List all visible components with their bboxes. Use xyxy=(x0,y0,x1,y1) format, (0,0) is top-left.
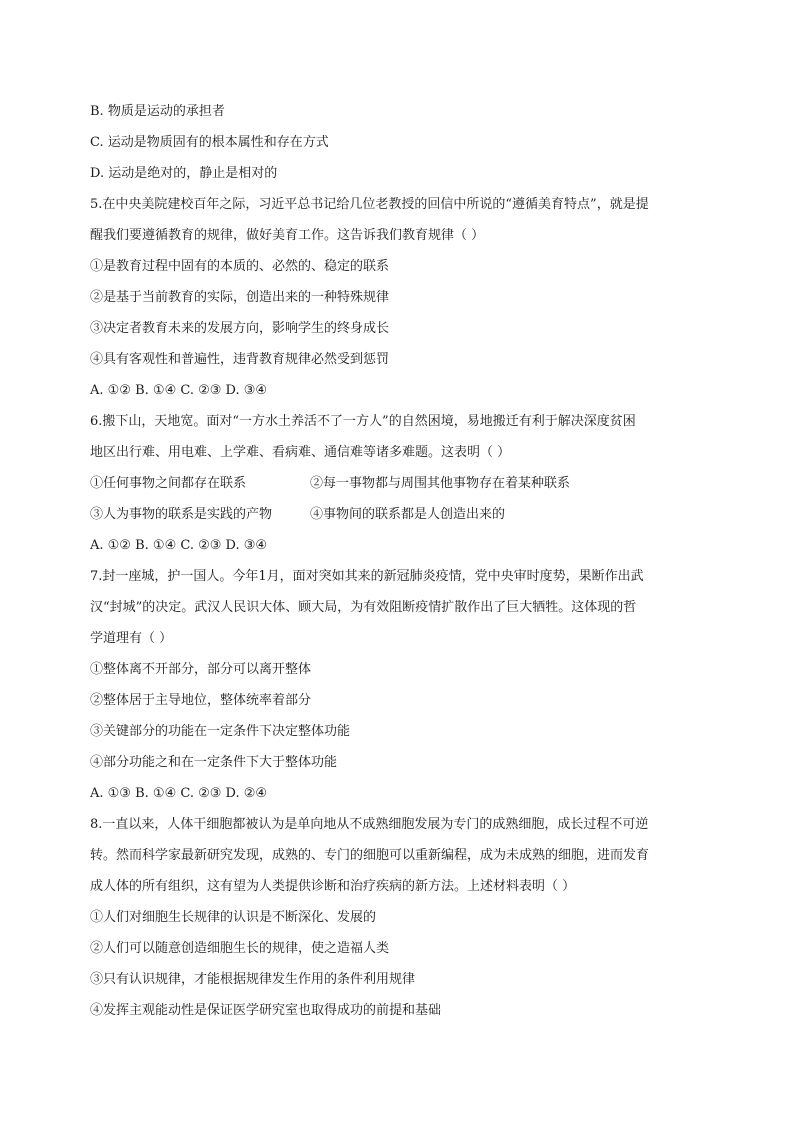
answer-choices: A. ①③ B. ①④ C. ②③ D. ②④ xyxy=(90,786,268,801)
statement-1: ①任何事物之间都存在联系 xyxy=(90,476,247,491)
statement-3: ③人为事物的联系是实践的产物 xyxy=(90,507,273,522)
question-stem-line: 6.搬下山，天地宽。面对“一方水土养活不了一方人”的自然困境，易地搬迁有利于解决深度贫困 xyxy=(90,414,636,429)
question-stem-line: 地区出行难、用电难、上学难、看病难、通信难等诸多难题。这表明（ ） xyxy=(90,445,511,460)
option-c: C. 运动是物质固有的根本属性和存在方式 xyxy=(90,135,329,150)
option-d: D. 运动是绝对的，静止是相对的 xyxy=(90,166,278,181)
statement-3: ③决定者教育未来的发展方向，影响学生的终身成长 xyxy=(90,321,390,336)
exam-page xyxy=(90,96,706,1026)
question-stem-line: 醒我们要遵循教育的规律，做好美育工作。这告诉我们教育规律（ ） xyxy=(90,228,485,243)
statement-1: ①整体离不开部分，部分可以离开整体 xyxy=(90,662,312,677)
statement-4: ④发挥主观能动性是保证医学研究室也取得成功的前提和基础 xyxy=(90,1003,442,1018)
question-7 xyxy=(90,561,706,809)
question-5 xyxy=(90,189,706,406)
statement-1: ①是教育过程中固有的本质的、必然的、稳定的联系 xyxy=(90,259,390,274)
question-4-options xyxy=(90,96,706,189)
statement-4: ④事物间的联系都是人创造出来的 xyxy=(310,507,506,522)
statement-4: ④部分功能之和在一定条件下大于整体功能 xyxy=(90,755,338,770)
question-stem-line: 学道理有（ ） xyxy=(90,631,173,646)
statement-2: ②整体居于主导地位，整体统率着部分 xyxy=(90,693,312,708)
statement-4: ④具有客观性和普遍性，违背教育规律必然受到惩罚 xyxy=(90,352,390,367)
option-b: B. 物质是运动的承担者 xyxy=(90,104,225,119)
question-stem-line: 5.在中央美院建校百年之际，习近平总书记给几位老教授的回信中所说的“遵循美育特点”，就是提 xyxy=(90,197,649,212)
statement-2: ②每一事物都与周围其他事物存在着某种联系 xyxy=(310,476,571,491)
question-6 xyxy=(90,406,706,561)
question-8 xyxy=(90,809,706,1026)
question-stem-line: 成人体的所有组织，这有望为人类提供诊断和治疗疾病的新方法。上述材料表明（ ） xyxy=(90,879,576,894)
question-stem-line: 7.封一座城，护一国人。今年1月，面对突如其来的新冠肺炎疫情，党中央审时度势，果断作出武 xyxy=(90,569,644,584)
statement-row xyxy=(90,499,706,530)
question-stem-line: 汉“封城”的决定。武汉人民识大体、顾大局，为有效阻断疫情扩散作出了巨大牺牲。这体现的哲 xyxy=(90,600,637,615)
answer-choices: A. ①② B. ①④ C. ②③ D. ③④ xyxy=(90,538,268,553)
question-stem-line: 8.一直以来，人体干细胞都被认为是单向地从不成熟细胞发展为专门的成熟细胞，成长过程不可逆 xyxy=(90,817,649,832)
statement-3: ③只有认识规律，才能根据规律发生作用的条件利用规律 xyxy=(90,972,416,987)
statement-1: ①人们对细胞生长规律的认识是不断深化、发展的 xyxy=(90,910,377,925)
answer-choices: A. ①② B. ①④ C. ②③ D. ③④ xyxy=(90,383,268,398)
statement-2: ②人们可以随意创造细胞生长的规律，使之造福人类 xyxy=(90,941,390,956)
question-stem-line: 转。然而科学家最新研究发现，成熟的、专门的细胞可以重新编程，成为未成熟的细胞，进而发育 xyxy=(90,848,650,863)
statement-3: ③关键部分的功能在一定条件下决定整体功能 xyxy=(90,724,351,739)
statement-2: ②是基于当前教育的实际，创造出来的一种特殊规律 xyxy=(90,290,390,305)
statement-row xyxy=(90,468,706,499)
